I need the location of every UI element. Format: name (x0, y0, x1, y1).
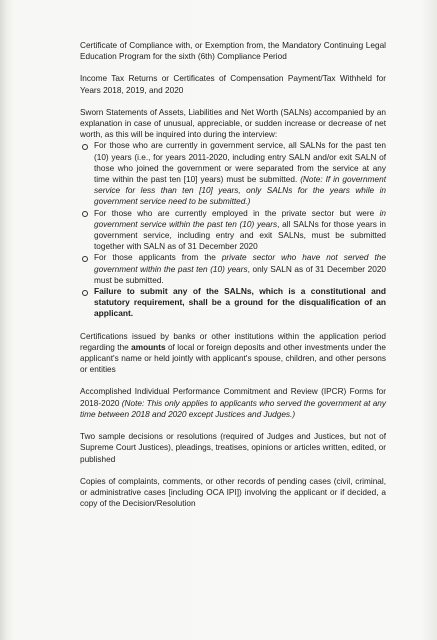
document-body (80, 40, 386, 520)
bank-certifications-emphasis: amounts (131, 342, 166, 352)
private-sector-text-c: , all SALNs for those years in government service, including entry and exit SALNs, must be submitted together with SALN as of 31 December 2020 (94, 219, 386, 252)
bank-certifications-text-a: Certifications issued by banks or other institutions within the application period regarding the (80, 331, 386, 352)
ipcr-text: Accomplished Individual Performance Commitment and Review (IPCR) Forms for 2018-2020 (80, 387, 386, 408)
income-tax-paragraph (80, 73, 386, 95)
pending-cases-paragraph (80, 476, 386, 510)
private-sector-emphasis: in government service within the past ten (10) years (94, 208, 386, 229)
private-applicants-text-a: For those applicants from the (94, 253, 222, 263)
private-applicants-emphasis: private sector who have not served the government within the past ten (10) years (94, 253, 386, 274)
private-sector-text-a: For those who are currently employed in the private sector but were (94, 208, 380, 218)
private-applicants-text-c: , only SALN as of 31 December 2020 must be submitted. (94, 264, 386, 285)
list-item (80, 252, 386, 286)
income-tax-text: Income Tax Returns or Certificates of Compensation Payment/Tax Withheld for Years 2018, 2019, and 2020 (80, 74, 386, 95)
list-item (80, 140, 386, 207)
bank-certifications-text-c: of local or foreign deposits and other investments under the applicant's name or held jointly with applicant's spouse, children, and other persons or entities (80, 342, 386, 375)
sample-decisions-text: Two sample decisions or resolutions (required of Judges and Justices, but not of Supreme Court Justices), pleadings, treatises, opinions or articles written, edited, or published (80, 432, 386, 464)
bank-certifications-paragraph (80, 331, 386, 376)
government-service-note: (Note: If in government service for less than ten [10] years, only SALNs for the years while in government service need to be submitted.) (94, 175, 386, 207)
ipcr-note: (Note: This only applies to applicants who served the government at any time between 2018 and 2020 except Justices and Judges.) (80, 398, 386, 419)
saln-paragraph (80, 107, 386, 141)
ipcr-paragraph (80, 386, 386, 420)
mcle-certificate-text: Certificate of Compliance with, or Exemption from, the Mandatory Continuing Legal Education Program for the sixth (6th) Compliance Period (80, 41, 386, 62)
sample-decisions-paragraph (80, 431, 386, 465)
list-item (80, 208, 386, 253)
government-service-text: For those who are currently in government service, all SALNs for the past ten (10) years (i.e., for years 2011-2020, including entry SALN and/or exit SALN of those who joined the government or were separated from the service at any time within the past ten [10] years) must be submitted. (94, 141, 386, 185)
list-item (80, 286, 386, 320)
saln-requirements-list (80, 140, 386, 319)
saln-text: Sworn Statements of Assets, Liabilities and Net Worth (SALNs) accompanied by an explanation in case of unusual, appreciable, or sudden increase or decrease of net worth, as this will be inquired into during the interview: (80, 107, 386, 140)
failure-to-submit-warning: Failure to submit any of the SALNs, which is a constitutional and statutory requirement, shall be a ground for the disqualification of an applicant. (94, 286, 386, 319)
pending-cases-text: Copies of complaints, comments, or other records of pending cases (civil, criminal, or administrative cases [including OCA IPI]) involving the applicant or if decided, a copy of the Decision/Resolution (80, 476, 386, 509)
mcle-certificate-paragraph (80, 40, 386, 62)
